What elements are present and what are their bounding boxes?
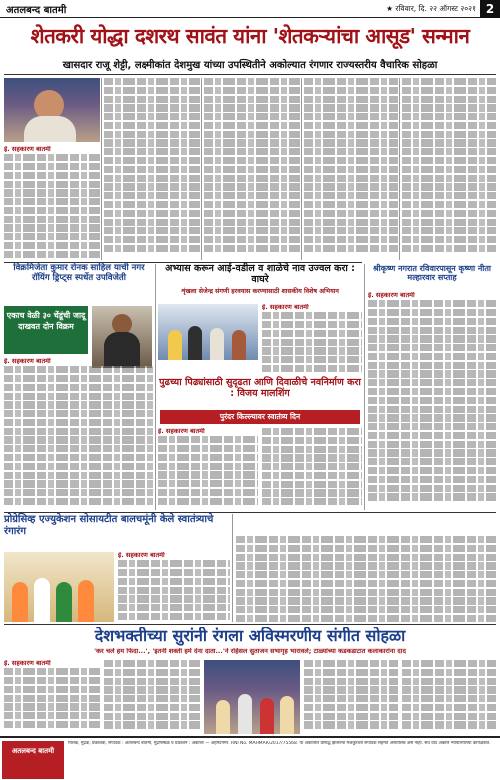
column-rule: [364, 264, 365, 510]
music-headline: देशभक्तीच्या सुरांनी रंगला अविस्मरणीय संगीत सोहळा: [94, 627, 406, 645]
society-body: [118, 552, 230, 622]
abhyas-subheadline: शृंखला सेजेन्द्र संगणी हरवयास करण्यासाठी शासकीय विशेष अभियान: [181, 288, 339, 295]
vikram-byline: ई. सहकारण बातमी: [4, 358, 51, 365]
lead-subheadline: खासदार राजू शेट्टी, लक्ष्मीकांत देशमुख यांच्या उपस्थितीने अकोल्यात रंगणार राज्यस्तरीय वैचारिक सोहळा: [62, 60, 438, 71]
music-subheadline: 'कर चले हम फिदा...', 'इतनी शक्ती हमें देना दाता...'ने रहिसल सुताजन सभागृह भारावले; टाळ्यांच्या कडकडाटात कलाकारांना दाद: [94, 648, 406, 655]
music-body-4: [402, 660, 496, 734]
issue-date: ★ रविवार, दि. २२ ऑगस्ट २०२१: [386, 3, 476, 13]
lead-column-3: [204, 78, 300, 260]
lead-headline: शेतकरी योद्धा दशरथ सावंत यांना 'शेतकऱ्यांचा आसूड' सन्मान: [30, 24, 470, 48]
society-headline: प्रोग्रेसिव्ह एज्युकेशन सोसायटीत बालचमूंनी केले स्वातंत्र्याचे रंगारंग: [4, 514, 214, 537]
column-rule: [101, 78, 102, 260]
column-rule: [155, 264, 156, 510]
music-photo: [204, 660, 300, 734]
lead-column-2: [104, 78, 200, 260]
music-body-1: [4, 660, 100, 734]
abhyas-headline: अभ्यास करून आई-वडील व शाळेचे नाव उज्वल करा : वाघरे: [165, 263, 355, 285]
music-body-3: [304, 660, 398, 734]
lead-column-1: [4, 146, 100, 260]
abhyas-body: [262, 304, 362, 374]
footer-imprint: मालक, मुद्रक, प्रकाशक, संपादक : अतलबन्द बातमी, मुद्रणस्थळ व प्रकाशन : अकोला — अहमदनगर. RNI No. MAHMAR/2017/75568. या अंकातील प्रसिद्ध झालेल्या मजकुराशी संपादक सहमत असतीलच असे नाही. सर्व वाद अकोले न्यायालयाच्या कार्यक्षेत्रात.: [68, 741, 491, 746]
lead-portrait: [4, 78, 100, 142]
fort-headline: पुढच्या पिढ्यांसाठी सुदृढता आणि दिवाळीचे नवनिर्माण करा : विजय मालशिंग: [159, 377, 361, 399]
lead-column-5: [402, 78, 496, 260]
music-byline: ई. सहकारण बातमी: [4, 660, 51, 667]
lead-column-4: [304, 78, 398, 260]
sidebar-byline: ई. सहकारण बातमी: [368, 292, 415, 299]
masthead: अतलबन्द बातमी: [6, 4, 67, 16]
society-body-2: [236, 536, 496, 622]
abhyas-byline: ई. सहकारण बातमी: [262, 304, 309, 311]
vikram-headline: विक्रमिजेता कुमार रोनक साहिल याची नगर रॉयिंग ड्रिप्ट्स स्पर्धेत उपविजेती: [13, 263, 145, 283]
fort-byline: ई. सहकारण बातमी: [158, 428, 205, 435]
vikram-body: [4, 358, 154, 508]
fort-body-1: [158, 428, 258, 510]
page-header: [0, 0, 500, 18]
column-rule: [399, 78, 400, 260]
sidebar-headline: श्रीकृष्ण नगरात रविवारपासून कृष्णा नीता मल्हारवार सप्ताह: [373, 264, 491, 283]
society-photo: [4, 552, 114, 622]
abhyas-photo: [158, 304, 258, 360]
sidebar-body: [368, 292, 496, 510]
lead-rule: [4, 74, 496, 75]
page-footer: [0, 736, 500, 780]
society-byline: ई. सहकारण बातमी: [118, 552, 165, 559]
vikram-badge: एकाच वेळी ३० चेंडूंची जादू दाखवत दोन विक्रम: [4, 306, 88, 354]
page-number: 2: [480, 0, 500, 18]
column-rule: [301, 78, 302, 260]
section-rule: [4, 624, 496, 625]
fort-banner: पुरंदर किल्ल्यावर स्वातंत्र्य दिन: [160, 410, 360, 424]
fort-body-2: [262, 428, 362, 510]
column-rule: [232, 514, 233, 622]
footer-logo: अतलबन्द बातमी: [2, 741, 64, 779]
music-body-2: [104, 660, 200, 734]
section-rule: [4, 512, 496, 513]
column-rule: [201, 78, 202, 260]
lead-byline: ई. सहकारण बातमी: [4, 146, 51, 153]
